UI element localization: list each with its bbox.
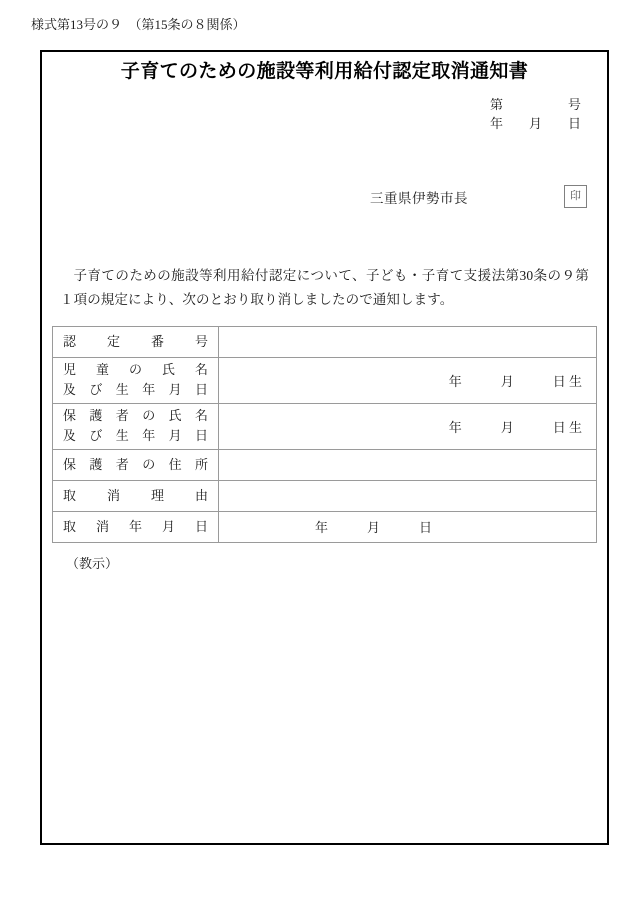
row-value-guardian-name-birthdate[interactable]: [219, 403, 597, 449]
seal-stamp-box: 印: [564, 185, 587, 208]
row-label-guardian-address: [53, 449, 219, 480]
row-label-certification-number: [53, 326, 219, 357]
row-label-child-name-birthdate: [53, 357, 219, 403]
applicant-details-table: [52, 326, 597, 543]
form-number-header: 様式第13号の９ （第15条の８関係）: [31, 17, 246, 32]
row-value-cancellation-date[interactable]: [219, 511, 597, 542]
body-paragraph: 子育てのための施設等利用給付認定について、子ども・子育て支援法第30条の９第１項の規定により、次のとおり取り消しましたので通知します。: [60, 268, 589, 307]
row-label-guardian-name-birthdate: [53, 403, 219, 449]
notice-label: （教示）: [66, 555, 119, 571]
document-number-line: 第 号: [489, 96, 581, 112]
row-value-text: 年 月 日 生: [448, 373, 582, 389]
table-row: [53, 511, 597, 542]
row-label-cancellation-reason: [53, 480, 219, 511]
row-label-line: 取消年月日: [63, 518, 208, 534]
row-label-line: 保護者の住所: [63, 456, 208, 472]
row-value-text: 年 月 日: [315, 520, 433, 536]
row-value-certification-number[interactable]: [219, 326, 597, 357]
row-label-line: 及び生年月日: [63, 428, 208, 444]
applicant-details-table-body: [53, 326, 597, 542]
table-row: [53, 357, 597, 403]
table-row: [53, 449, 597, 480]
row-label-line: 保護者の氏名: [63, 408, 208, 424]
document-date-line: 年 月 日: [489, 115, 581, 131]
table-row: [53, 326, 597, 357]
row-value-cancellation-reason[interactable]: [219, 480, 597, 511]
row-value-text: 年 月 日 生: [448, 419, 582, 435]
table-row: [53, 403, 597, 449]
page-title: 子育てのための施設等利用給付認定取消通知書: [120, 61, 529, 82]
document-frame: [40, 50, 609, 845]
notice-section: [52, 543, 597, 572]
row-label-line: 児童の氏名: [63, 362, 208, 378]
row-label-line: 及び生年月日: [63, 382, 208, 398]
row-label-cancellation-date: [53, 511, 219, 542]
document-meta-block: [50, 96, 599, 134]
issuer-row: [50, 185, 599, 208]
row-label-line: 認定番号: [63, 333, 208, 349]
document-frame-inner: [42, 52, 607, 843]
row-value-child-name-birthdate[interactable]: [219, 357, 597, 403]
row-value-guardian-address[interactable]: [219, 449, 597, 480]
table-row: [53, 480, 597, 511]
row-label-line: 取消理由: [63, 487, 208, 503]
issuer-name: 三重県伊勢市長: [370, 190, 468, 206]
